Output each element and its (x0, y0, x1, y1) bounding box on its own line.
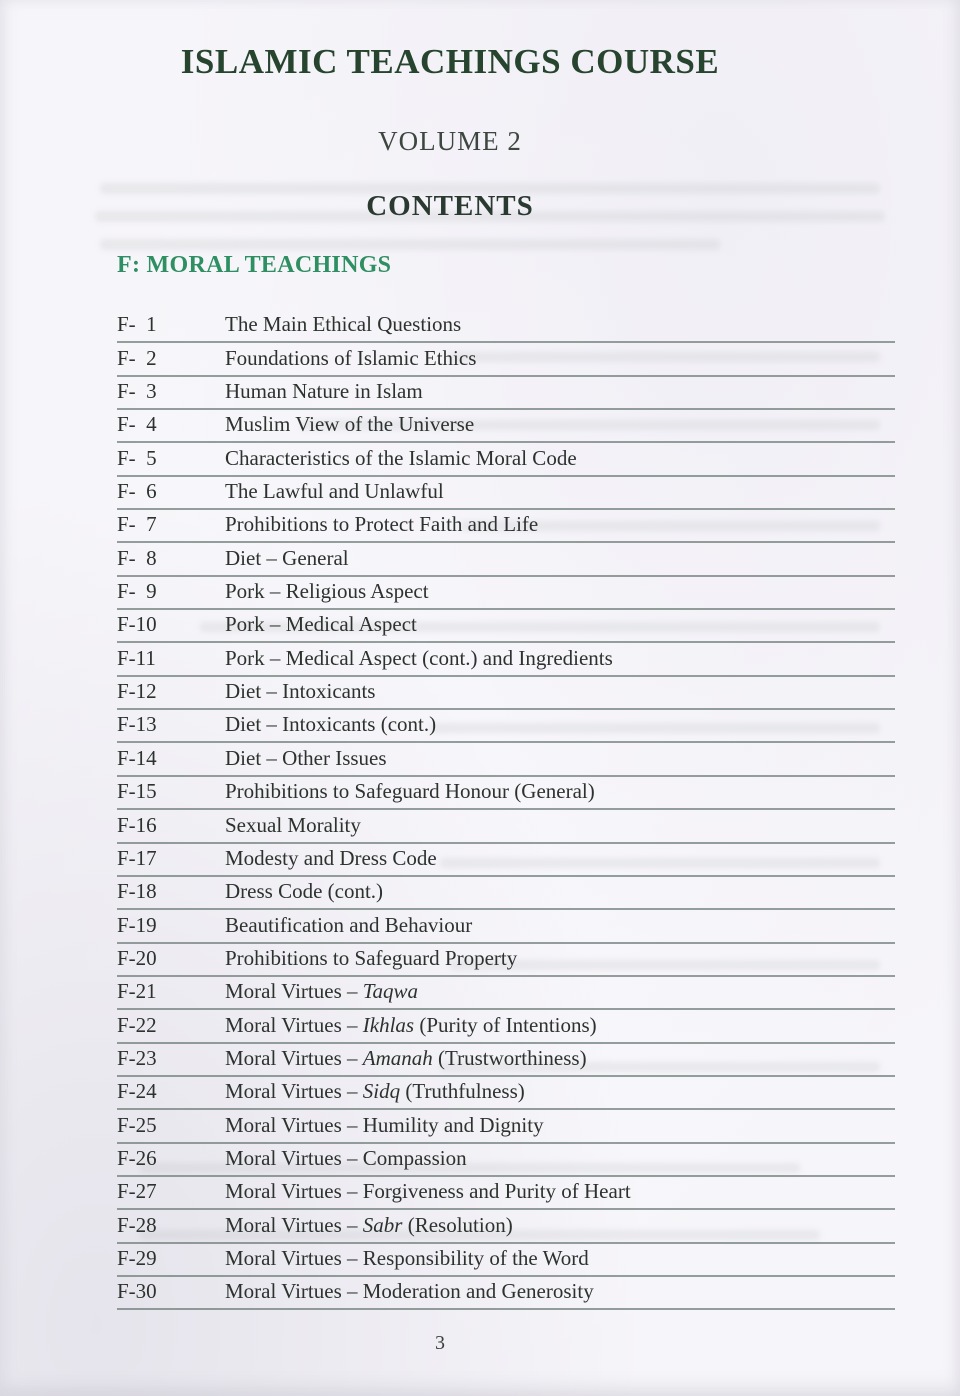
toc-entry-number: F-29 (117, 1245, 157, 1270)
toc-entry-number: F- 4 (117, 412, 157, 437)
toc-entry-number: F-15 (117, 779, 157, 804)
toc-row (117, 577, 895, 610)
toc-entry-number: F-14 (117, 745, 157, 770)
toc-entry-title: Moral Virtues – Sabr (Resolution) (225, 1212, 513, 1237)
toc-entry-title: Moral Virtues – Ikhlas (Purity of Intentions) (225, 1012, 597, 1037)
toc-row (117, 977, 895, 1010)
toc-row (117, 310, 895, 343)
toc-entry-number: F-13 (117, 712, 157, 737)
toc-row (117, 777, 895, 810)
toc-row (117, 1210, 895, 1243)
toc-row (117, 844, 895, 877)
toc-entry-number: F-26 (117, 1145, 157, 1170)
toc-entry-title: Muslim View of the Universe (225, 412, 475, 437)
toc-entry-number: F- 5 (117, 445, 157, 470)
toc-entry-title: Moral Virtues – Forgiveness and Purity of Heart (225, 1179, 631, 1204)
toc-entry-number: F-22 (117, 1012, 157, 1037)
toc-row (117, 710, 895, 743)
toc-row (117, 877, 895, 910)
toc-entry-title: Moral Virtues – Humility and Dignity (225, 1112, 544, 1137)
toc-row (117, 377, 895, 410)
toc-row (117, 677, 895, 710)
toc-row (117, 510, 895, 543)
toc-row (117, 1244, 895, 1277)
toc-row (117, 910, 895, 943)
section-heading-moral-teachings: F: MORAL TEACHINGS (117, 252, 392, 278)
toc-entry-number: F-19 (117, 912, 157, 937)
toc-entry-number: F-21 (117, 979, 157, 1004)
toc-entry-title: Diet – Intoxicants (225, 679, 376, 704)
toc-entry-number: F-17 (117, 845, 157, 870)
bleed-through-artifact (100, 239, 720, 250)
toc-row (117, 643, 895, 676)
toc-entry-title: Beautification and Behaviour (225, 912, 473, 937)
toc-entry-title: Pork – Medical Aspect (225, 612, 417, 637)
toc-entry-number: F-27 (117, 1179, 157, 1204)
toc-entry-title: Modesty and Dress Code (225, 845, 437, 870)
toc-entry-title: Foundations of Islamic Ethics (225, 345, 477, 370)
toc-entry-title: Moral Virtues – Sidq (Truthfulness) (225, 1079, 525, 1104)
toc-entry-number: F- 9 (117, 579, 157, 604)
toc-entry-number: F- 2 (117, 345, 157, 370)
toc-entry-title: Prohibitions to Safeguard Honour (General) (225, 779, 595, 804)
toc-row (117, 944, 895, 977)
toc-row (117, 410, 895, 443)
toc-entry-title: Diet – General (225, 545, 349, 570)
toc-entry-number: F- 8 (117, 545, 157, 570)
toc-entry-title: Prohibitions to Safeguard Property (225, 945, 518, 970)
toc-entry-number: F-10 (117, 612, 157, 637)
toc-row (117, 343, 895, 376)
toc-entry-title: Human Nature in Islam (225, 379, 423, 404)
toc-row (117, 1077, 895, 1110)
toc-entry-title: Moral Virtues – Amanah (Trustworthiness) (225, 1045, 587, 1070)
toc-entry-number: F- 6 (117, 479, 157, 504)
toc-row (117, 1010, 895, 1043)
volume-heading: VOLUME 2 (378, 126, 522, 156)
toc-entry-title: The Lawful and Unlawful (225, 479, 444, 504)
toc-entry-title: Moral Virtues – Moderation and Generosity (225, 1279, 594, 1304)
toc-entry-number: F-28 (117, 1212, 157, 1237)
toc-entry-title: Moral Virtues – Compassion (225, 1145, 467, 1170)
toc-entry-title: Characteristics of the Islamic Moral Code (225, 445, 577, 470)
toc-list (117, 310, 895, 1310)
toc-row (117, 1177, 895, 1210)
toc-entry-title: Moral Virtues – Taqwa (225, 979, 419, 1004)
toc-row (117, 443, 895, 476)
toc-entry-number: F-30 (117, 1279, 157, 1304)
toc-entry-title: Diet – Other Issues (225, 745, 387, 770)
toc-row (117, 543, 895, 576)
toc-row (117, 477, 895, 510)
document-title: ISLAMIC TEACHINGS COURSE (180, 42, 720, 81)
toc-entry-number: F-23 (117, 1045, 157, 1070)
toc-entry-number: F-25 (117, 1112, 157, 1137)
toc-entry-title: Sexual Morality (225, 812, 361, 837)
toc-row (117, 1044, 895, 1077)
toc-entry-number: F-16 (117, 812, 157, 837)
toc-entry-number: F-24 (117, 1079, 157, 1104)
toc-entry-title: Diet – Intoxicants (cont.) (225, 712, 437, 737)
contents-heading: CONTENTS (366, 190, 534, 222)
toc-row (117, 1110, 895, 1143)
toc-row (117, 743, 895, 776)
toc-entry-title: Dress Code (cont.) (225, 879, 384, 904)
toc-row (117, 1144, 895, 1177)
toc-entry-number: F- 7 (117, 512, 157, 537)
toc-entry-number: F- 3 (117, 379, 157, 404)
toc-row (117, 1277, 895, 1310)
toc-row (117, 810, 895, 843)
toc-entry-title: Prohibitions to Protect Faith and Life (225, 512, 539, 537)
toc-entry-title: Pork – Medical Aspect (cont.) and Ingredients (225, 645, 613, 670)
toc-entry-number: F-11 (117, 645, 156, 670)
toc-entry-title: Moral Virtues – Responsibility of the Word (225, 1245, 589, 1270)
toc-entry-title: The Main Ethical Questions (225, 312, 462, 337)
toc-entry-number: F-20 (117, 945, 157, 970)
toc-row (117, 610, 895, 643)
toc-entry-number: F-18 (117, 879, 157, 904)
toc-entry-title: Pork – Religious Aspect (225, 579, 429, 604)
toc-entry-number: F- 1 (117, 312, 157, 337)
toc-entry-number: F-12 (117, 679, 157, 704)
page-number: 3 (435, 1332, 445, 1354)
